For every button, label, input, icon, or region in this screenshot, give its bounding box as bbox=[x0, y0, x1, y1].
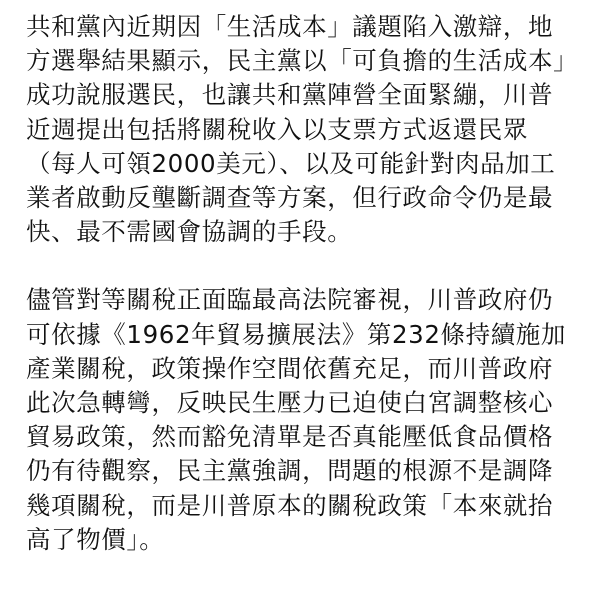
text-line: 近週提出包括將關稅收入以支票方式返還民眾 bbox=[26, 114, 528, 144]
paragraph-2 bbox=[26, 283, 586, 557]
text-line: （每人可領2000美元）、以及可能針對肉品加工 bbox=[26, 148, 556, 178]
text-line: 此次急轉彎，反映民生壓力已迫使白宮調整核心 bbox=[26, 388, 554, 418]
text-line: 業者啟動反壟斷調查等方案，但行政命令仍是最 bbox=[26, 183, 554, 213]
text-line: 共和黨內近期因「生活成本」議題陷入激辯，地 bbox=[26, 12, 554, 41]
text-line: 貿易政策，然而豁免清單是否真能壓低食品價格 bbox=[26, 422, 554, 452]
text-line: 快、最不需國會協調的手段。 bbox=[26, 217, 353, 247]
text-line: 方選舉結果顯示，民主黨以「可負擔的生活成本」 bbox=[26, 46, 579, 76]
article-body bbox=[26, 10, 586, 557]
paragraph-1 bbox=[26, 10, 586, 249]
text-line: 產業關稅，政策操作空間依舊充足，而川普政府 bbox=[26, 353, 554, 383]
text-line: 儘管對等關稅正面臨最高法院審視，川普政府仍 bbox=[26, 285, 554, 315]
text-line: 高了物價」。 bbox=[26, 524, 165, 554]
text-line: 幾項關稅，而是川普原本的關稅政策「本來就抬 bbox=[26, 490, 554, 520]
text-line: 可依據《1962年貿易擴展法》第232條持續施加 bbox=[26, 319, 567, 349]
text-line: 仍有待觀察，民主黨強調，問題的根源不是調降 bbox=[26, 456, 554, 486]
text-line: 成功說服選民，也讓共和黨陣營全面緊繃，川普 bbox=[26, 80, 554, 110]
